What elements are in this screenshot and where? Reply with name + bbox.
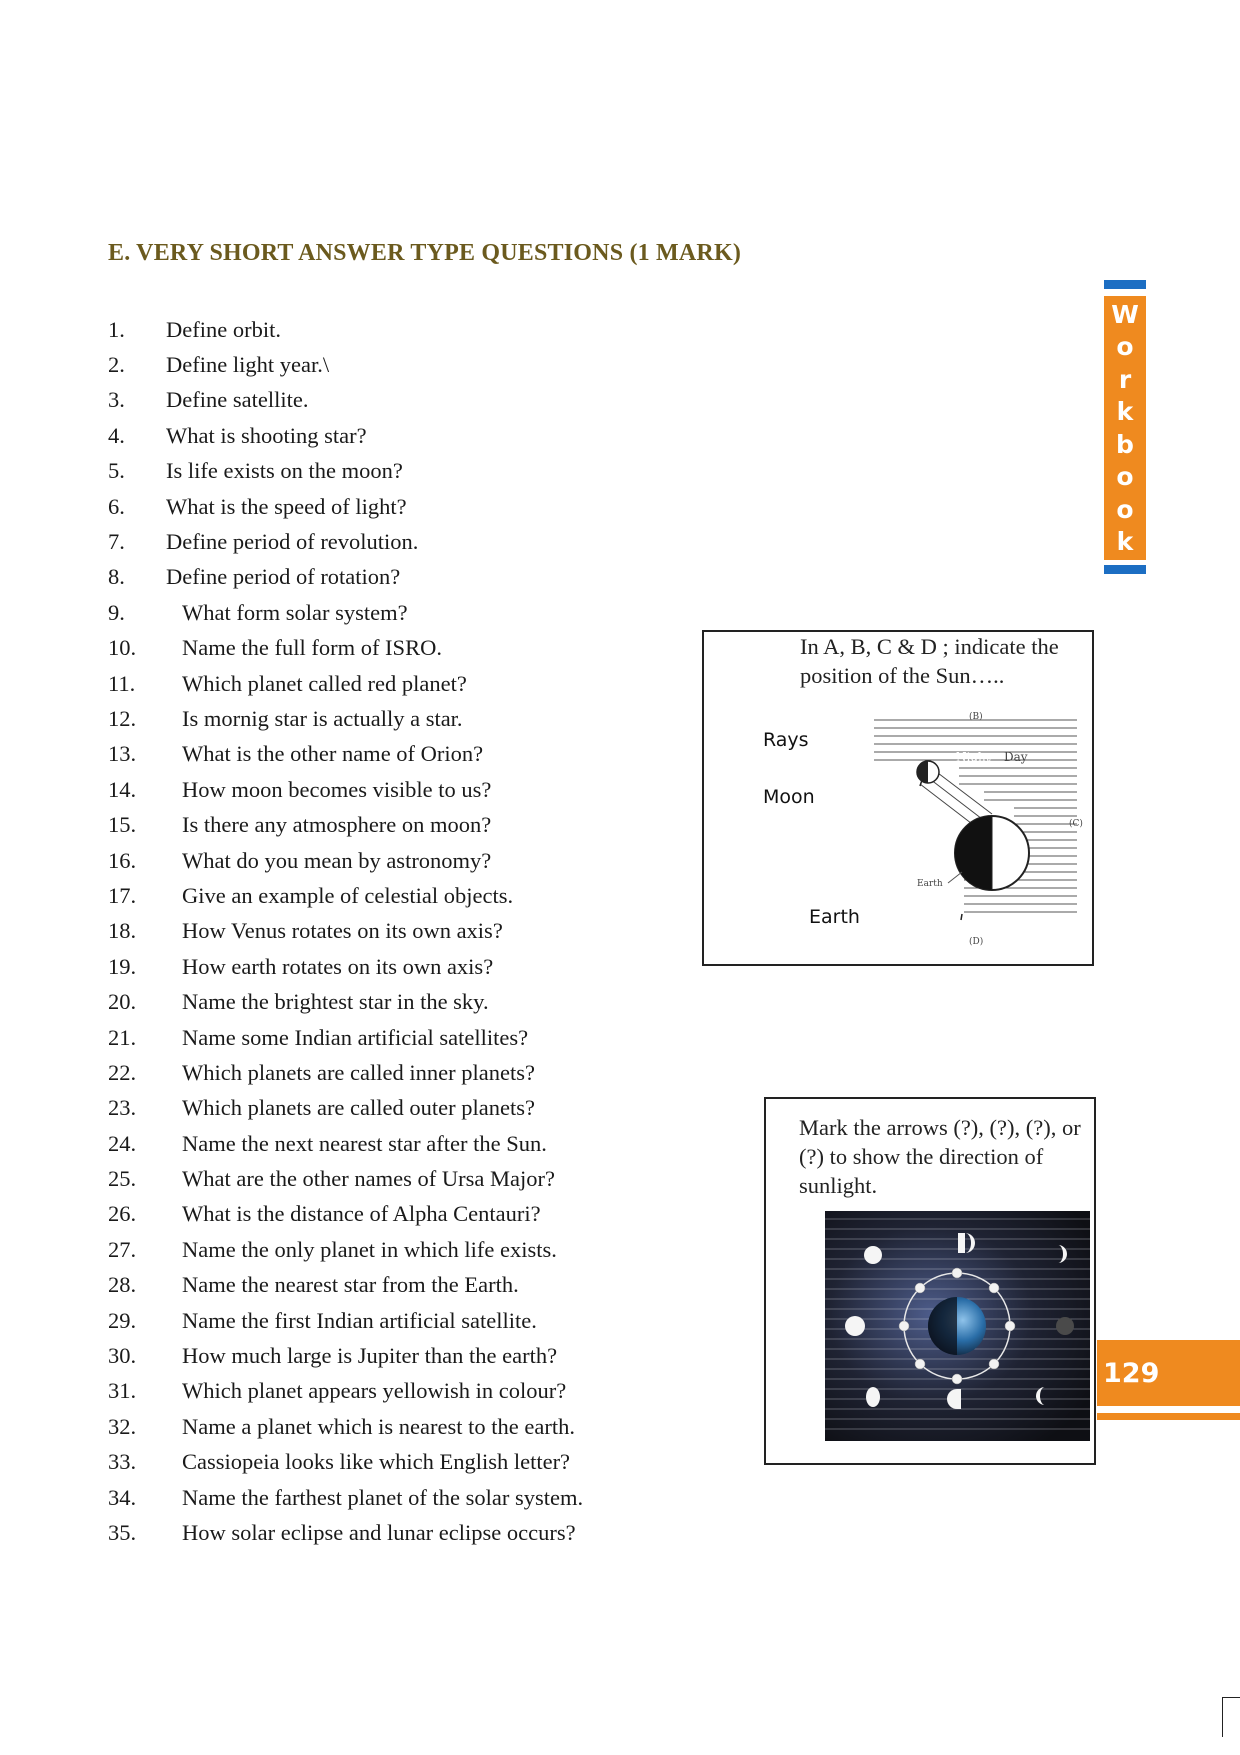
workbook-tab-letter: o xyxy=(1116,332,1134,362)
question-item xyxy=(108,1161,668,1196)
question-text: Name the farthest planet of the solar system. xyxy=(182,1484,584,1510)
question-text: What is the other name of Orion? xyxy=(182,741,484,767)
section-heading: E. VERY SHORT ANSWER TYPE QUESTIONS (1 MARK) xyxy=(108,240,742,266)
question-number: 9. xyxy=(108,599,125,625)
question-item xyxy=(108,1445,668,1480)
question-number: 35. xyxy=(108,1519,137,1545)
question-item xyxy=(108,666,668,701)
question-number: 11. xyxy=(108,670,136,696)
question-number: 7. xyxy=(108,529,125,555)
question-item xyxy=(108,418,668,453)
workbook-tab-bottom-bar xyxy=(1104,565,1146,574)
question-text: How much large is Jupiter than the earth? xyxy=(182,1343,558,1369)
question-text: Name the next nearest star after the Sun. xyxy=(182,1130,547,1156)
page-number: 129 xyxy=(1097,1340,1240,1406)
sun-position-instruction: In A, B, C & D ; indicate the position of the Sun….. xyxy=(800,634,1059,688)
question-text: How earth rotates on its own axis? xyxy=(182,953,494,979)
question-text: Define period of rotation? xyxy=(166,564,401,590)
question-number: 28. xyxy=(108,1272,137,1298)
moon-phases-diagram xyxy=(825,1211,1090,1441)
earth-small-label: Earth xyxy=(917,879,943,889)
question-number: 2. xyxy=(108,352,125,378)
question-text: Which planets are called inner planets? xyxy=(182,1059,535,1085)
question-number: 8. xyxy=(108,564,125,590)
question-text: Is mornig star is actually a star. xyxy=(182,705,463,731)
question-item xyxy=(108,984,668,1019)
question-number: 33. xyxy=(108,1449,137,1475)
question-item xyxy=(108,878,668,913)
sunlight-direction-box xyxy=(764,1097,1096,1465)
question-number: 20. xyxy=(108,989,137,1015)
workbook-tab-letter: o xyxy=(1116,462,1134,492)
question-text: Which planets are called outer planets? xyxy=(182,1095,535,1121)
question-item xyxy=(108,1055,668,1090)
question-number: 3. xyxy=(108,387,125,413)
question-item xyxy=(108,595,668,630)
sun-position-diagram xyxy=(864,710,1084,940)
question-item xyxy=(108,1268,668,1303)
question-text: Which planet called red planet? xyxy=(182,670,467,696)
position-d-label: (D) xyxy=(969,937,984,947)
question-item xyxy=(108,454,668,489)
question-text: What do you mean by astronomy? xyxy=(182,847,492,873)
question-text: Name some Indian artificial satellites? xyxy=(182,1024,529,1050)
question-item xyxy=(108,347,668,382)
question-number: 12. xyxy=(108,705,137,731)
question-text: How moon becomes visible to us? xyxy=(182,776,492,802)
question-item xyxy=(108,1338,668,1373)
question-text: Name the first Indian artificial satellite. xyxy=(182,1307,537,1333)
question-text: Name the brightest star in the sky. xyxy=(182,989,489,1015)
question-number: 18. xyxy=(108,918,137,944)
night-label: Night xyxy=(956,750,991,764)
day-label: Day xyxy=(1004,750,1028,764)
question-text: Define light year.\ xyxy=(166,352,330,378)
workbook-tab-letter: k xyxy=(1116,527,1134,557)
question-number: 23. xyxy=(108,1095,137,1121)
question-number: 14. xyxy=(108,776,137,802)
question-item xyxy=(108,737,668,772)
workbook-tab-letter: k xyxy=(1116,397,1134,427)
question-item xyxy=(108,1091,668,1126)
question-number: 24. xyxy=(108,1130,137,1156)
question-item xyxy=(108,1374,668,1409)
workbook-tab xyxy=(1104,296,1146,560)
question-text: What form solar system? xyxy=(182,599,408,625)
question-number: 15. xyxy=(108,812,137,838)
question-text: Define orbit. xyxy=(166,316,281,342)
question-item xyxy=(108,843,668,878)
question-number: 32. xyxy=(108,1413,137,1439)
workbook-tab-letter: o xyxy=(1116,494,1134,524)
question-text: What is shooting star? xyxy=(166,422,367,448)
question-item xyxy=(108,489,668,524)
question-number: 10. xyxy=(108,635,137,661)
question-number: 29. xyxy=(108,1307,137,1333)
rays-label: Rays xyxy=(763,729,809,751)
question-number: 13. xyxy=(108,741,137,767)
question-number: 27. xyxy=(108,1236,137,1262)
workbook-tab-top-bar xyxy=(1104,280,1146,289)
question-number: 26. xyxy=(108,1201,137,1227)
crop-mark xyxy=(1222,1697,1240,1737)
question-item xyxy=(108,312,668,347)
question-item xyxy=(108,1126,668,1161)
question-item xyxy=(108,631,668,666)
sunlight-instruction: Mark the arrows (?), (?), (?), or (?) to show the direction of sunlight. xyxy=(799,1115,1081,1198)
question-item xyxy=(108,1232,668,1267)
question-number: 6. xyxy=(108,493,125,519)
question-item xyxy=(108,560,668,595)
workbook-tab-letter: b xyxy=(1116,429,1134,459)
question-text: What are the other names of Ursa Major? xyxy=(182,1166,555,1192)
question-number: 30. xyxy=(108,1343,137,1369)
question-item xyxy=(108,1020,668,1055)
page-number-underline xyxy=(1097,1413,1240,1420)
question-number: 31. xyxy=(108,1378,137,1404)
moon-label: Moon xyxy=(763,786,815,808)
question-item xyxy=(108,807,668,842)
position-c-label: (C) xyxy=(1069,819,1083,829)
question-text: Name the nearest star from the Earth. xyxy=(182,1272,519,1298)
question-number: 22. xyxy=(108,1059,137,1085)
workbook-tab-letter: W xyxy=(1111,299,1139,329)
question-text: Which planet appears yellowish in colour? xyxy=(182,1378,567,1404)
question-text: Name the only planet in which life exists. xyxy=(182,1236,557,1262)
question-item xyxy=(108,949,668,984)
question-number: 16. xyxy=(108,847,137,873)
question-item xyxy=(108,1480,668,1515)
question-text: Is life exists on the moon? xyxy=(166,458,403,484)
question-text: Define satellite. xyxy=(166,387,309,413)
question-item xyxy=(108,772,668,807)
question-text: How solar eclipse and lunar eclipse occurs? xyxy=(182,1519,576,1545)
question-item xyxy=(108,701,668,736)
question-text: Define period of revolution. xyxy=(166,529,419,555)
question-text: How Venus rotates on its own axis? xyxy=(182,918,503,944)
question-item xyxy=(108,1409,668,1444)
question-number: 5. xyxy=(108,458,125,484)
question-text: Name a planet which is nearest to the earth. xyxy=(182,1413,575,1439)
workbook-tab-letter: r xyxy=(1118,364,1132,394)
question-item xyxy=(108,524,668,559)
question-number: 4. xyxy=(108,422,125,448)
question-item xyxy=(108,1303,668,1338)
question-item xyxy=(108,914,668,949)
question-item xyxy=(108,1515,668,1550)
question-text: What is the distance of Alpha Centauri? xyxy=(182,1201,541,1227)
question-text: Give an example of celestial objects. xyxy=(182,882,514,908)
question-number: 19. xyxy=(108,953,137,979)
sun-position-box xyxy=(702,630,1094,966)
question-text: What is the speed of light? xyxy=(166,493,407,519)
question-number: 1. xyxy=(108,316,125,342)
question-list xyxy=(108,312,668,1551)
earth-label: Earth xyxy=(809,906,860,928)
question-item xyxy=(108,383,668,418)
question-number: 34. xyxy=(108,1484,137,1510)
question-number: 25. xyxy=(108,1166,137,1192)
question-text: Is there any atmosphere on moon? xyxy=(182,812,492,838)
question-number: 17. xyxy=(108,882,137,908)
question-item xyxy=(108,1197,668,1232)
question-number: 21. xyxy=(108,1024,137,1050)
question-text: Name the full form of ISRO. xyxy=(182,635,442,661)
position-b-label: (B) xyxy=(969,712,983,722)
question-text: Cassiopeia looks like which English letter? xyxy=(182,1449,571,1475)
